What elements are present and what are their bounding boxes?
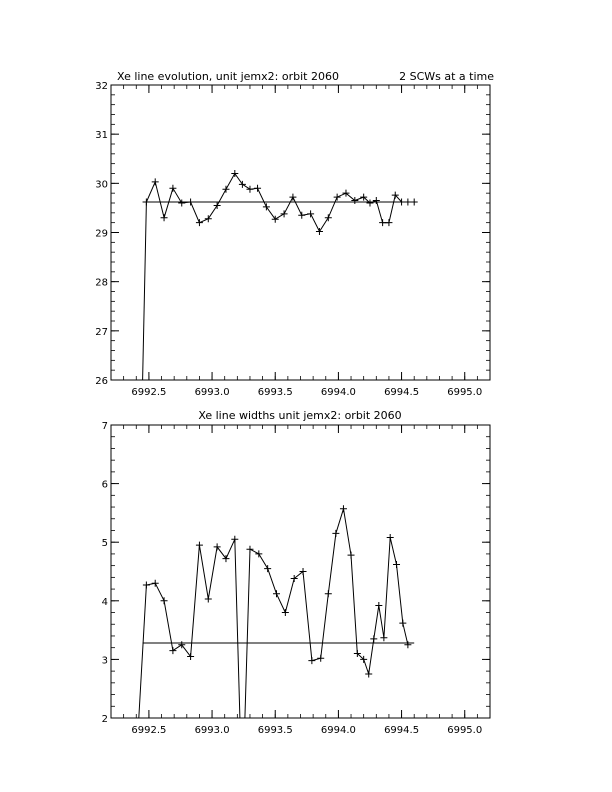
x-tick-label: 6994.0: [320, 387, 356, 398]
x-tick-label: 6992.5: [131, 387, 167, 398]
y-tick-label: 30: [95, 179, 108, 191]
series-line: [143, 174, 415, 381]
x-tick-label: 6993.0: [194, 725, 230, 736]
y-tick-label: 27: [95, 326, 108, 338]
data-point-marker: [340, 505, 347, 512]
data-point-marker: [222, 186, 229, 193]
y-tick-label: 29: [95, 228, 108, 240]
data-point-marker: [308, 657, 315, 664]
data-point-marker: [334, 194, 341, 201]
data-point-marker: [264, 565, 271, 572]
x-tick-label: 6994.5: [384, 725, 420, 736]
data-point-marker: [263, 203, 270, 210]
data-point-marker: [385, 219, 392, 226]
data-point-marker: [178, 200, 185, 207]
data-point-marker: [373, 197, 380, 204]
x-tick-label: 6994.5: [384, 387, 420, 398]
y-tick-label: 5: [101, 538, 108, 550]
data-point-marker: [178, 641, 185, 648]
data-point-marker: [143, 581, 150, 588]
plot-title: Xe line evolution, unit jemx2: orbit 2060: [117, 70, 339, 83]
data-point-marker: [161, 597, 168, 604]
y-tick-label: 6: [101, 479, 108, 491]
data-point-marker: [231, 536, 238, 543]
data-point-marker: [370, 635, 377, 642]
x-tick-label: 6995.0: [447, 725, 483, 736]
data-point-marker: [254, 185, 261, 192]
data-point-marker: [282, 609, 289, 616]
plot-title: Xe line widths unit jemx2: orbit 2060: [198, 409, 402, 422]
data-point-marker: [169, 647, 176, 654]
data-point-marker: [399, 620, 406, 627]
data-point-marker: [380, 634, 387, 641]
data-point-marker: [317, 655, 324, 662]
y-tick-label: 4: [101, 596, 108, 608]
data-point-marker: [214, 202, 221, 209]
data-point-marker: [231, 170, 238, 177]
data-point-marker: [365, 671, 372, 678]
data-point-marker: [325, 590, 332, 597]
x-tick-label: 6992.5: [131, 725, 167, 736]
data-point-marker: [152, 580, 159, 587]
data-point-marker: [169, 185, 176, 192]
data-point-marker: [325, 214, 332, 221]
x-tick-label: 6994.0: [320, 725, 356, 736]
data-point-marker: [152, 178, 159, 185]
data-point-marker: [298, 212, 305, 219]
data-point-marker: [316, 228, 323, 235]
data-point-marker: [281, 210, 288, 217]
data-point-marker: [307, 210, 314, 217]
data-point-marker: [246, 186, 253, 193]
y-tick-label: 2: [101, 714, 108, 725]
y-tick-label: 31: [95, 130, 108, 142]
data-point-marker: [272, 216, 279, 223]
data-point-marker: [348, 552, 355, 559]
data-point-marker: [387, 534, 394, 541]
data-point-marker: [393, 561, 400, 568]
data-point-marker: [161, 214, 168, 221]
x-tick-label: 6993.0: [194, 387, 230, 398]
y-tick-label: 28: [95, 277, 108, 289]
plot-xe-line-evolution: [95, 70, 494, 398]
x-tick-label: 6993.5: [257, 725, 293, 736]
plot-xe-line-widths: [102, 409, 490, 736]
data-point-marker: [332, 530, 339, 537]
data-point-marker: [196, 542, 203, 549]
y-tick-label: 7: [101, 421, 108, 432]
series-line: [139, 509, 408, 718]
plot-frame: [111, 85, 490, 380]
data-point-marker: [222, 555, 229, 562]
x-tick-label: 6995.0: [447, 387, 483, 398]
data-point-marker: [205, 215, 212, 222]
data-point-marker: [273, 590, 280, 597]
data-point-marker: [246, 546, 253, 553]
data-point-marker: [205, 596, 212, 603]
plot-subtitle: 2 SCWs at a time: [399, 70, 494, 83]
y-tick-label: 32: [95, 81, 108, 92]
data-point-marker: [379, 219, 386, 226]
y-tick-label: 26: [95, 376, 108, 387]
data-point-marker: [404, 641, 411, 648]
data-point-marker: [239, 181, 246, 188]
data-point-marker: [289, 194, 296, 201]
data-point-marker: [196, 219, 203, 226]
data-point-marker: [375, 602, 382, 609]
x-tick-label: 6993.5: [257, 387, 293, 398]
y-tick-label: 3: [101, 655, 108, 667]
data-point-marker: [255, 550, 262, 557]
